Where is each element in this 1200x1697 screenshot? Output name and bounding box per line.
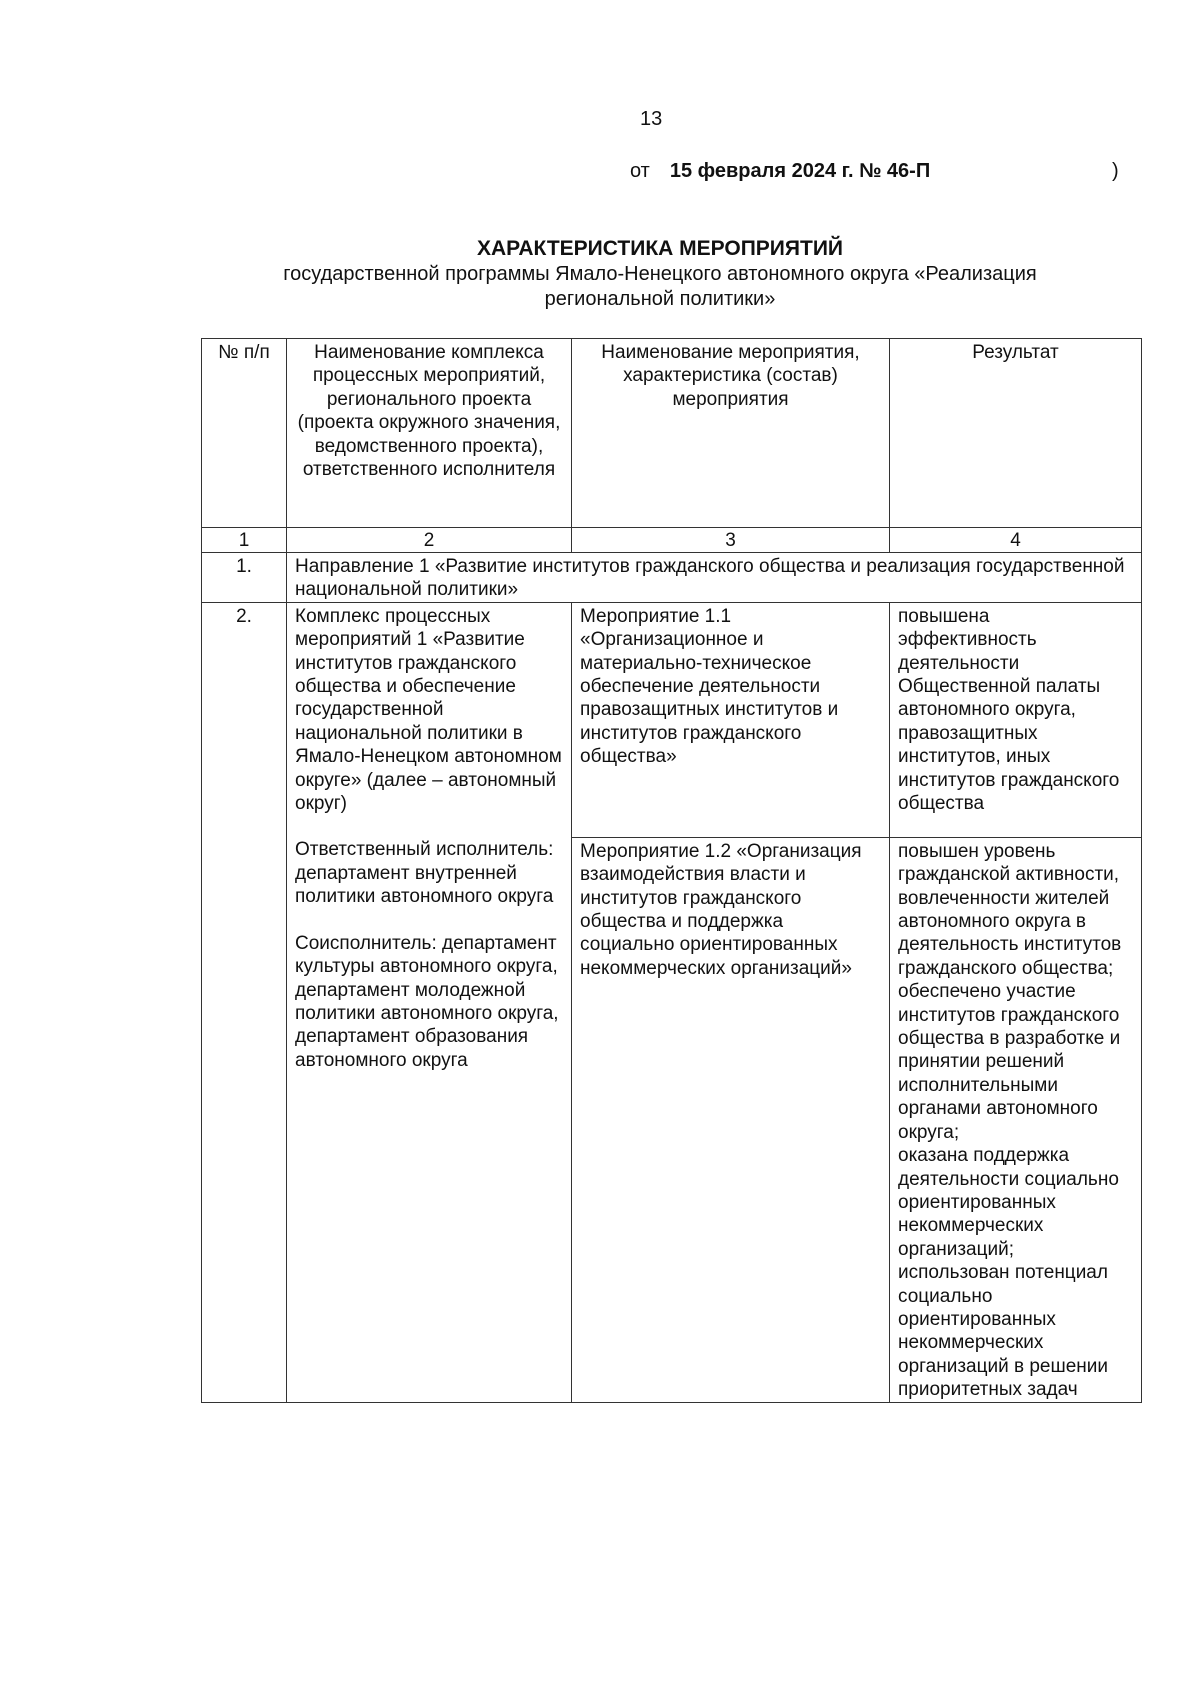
result-1-1: повышена эффективность деятельности Общественной палаты автономного округа, правозащитных институтов, иных институтов гражданского общества [890,602,1142,837]
column-number: 1 [202,528,287,553]
event-1-2: Мероприятие 1.2 «Организация взаимодействия власти и институтов гражданского общества и поддержка социально ориентированных некоммерческих организаций» [572,837,890,1402]
document-title: ХАРАКТЕРИСТИКА МЕРОПРИЯТИЙ [476,237,844,260]
result-1-2-text: повышен уровень гражданской активности, вовлеченности жителей автономного округа в деятельность институтов гражданского общества; обеспечено участие институтов гражданского общества в разработке и принятии решений исполнительными органами автономного округа; оказана поддержка деятельности социально ориентированных некоммерческих организаций; использован потенциал социально ориентированных некоммерческих организаций в решении приоритетных задач [898,840,1122,1401]
column-number: 2 [287,528,572,553]
doc-date-number: 15 февраля 2024 г. № 46-П [669,160,931,182]
result-1-2 [890,837,1142,1402]
header-complex-name: Наименование комплекса процессных мероприятий, регионального проекта (проекта окружного значения, ведомственного проекта), ответственного исполнителя [287,339,572,528]
direction-text: Направление 1 «Развитие институтов гражданского общества и реализация государственной национальной политики» [287,553,1142,603]
doc-ref-closing: ) [1112,160,1119,182]
measures-table [201,338,1142,1403]
header-event-name: Наименование мероприятия, характеристика (состав) мероприятия [572,339,890,528]
document-subtitle-line1: государственной программы Ямало-Ненецкого автономного округа «Реализация [283,263,1037,285]
row-number: 1. [202,553,287,603]
column-number: 4 [890,528,1142,553]
title-block [180,236,1140,312]
complex-name: Комплекс процессных мероприятий 1 «Развитие институтов гражданского общества и обеспечение государственной национальной политики в Ямало-Ненецком автономном округе» (далее – автономный округ) [295,605,562,815]
event-1-1: Мероприятие 1.1 «Организационное и материально-техническое обеспечение деятельности правозащитных институтов и институтов гражданского общества» [572,602,890,837]
table-header-row [202,339,1142,528]
co-executors: Соисполнитель: департамент культуры автономного округа, департамент молодежной политики автономного округа, департамент образования автономного округа [295,932,559,1071]
header-result: Результат [890,339,1142,528]
document-subtitle-line2: региональной политики» [544,288,776,310]
column-number-row [202,528,1142,553]
page-number: 13 [640,108,663,130]
document-reference [630,160,1119,183]
header-number: № п/п [202,339,287,528]
table-row [202,553,1142,603]
responsible-executor: Ответственный исполнитель: департамент внутренней политики автономного округа [295,839,554,908]
column-number: 3 [572,528,890,553]
doc-ref-prefix: от [630,160,650,182]
complex-cell [287,602,572,1402]
table-row [202,602,1142,837]
row-number: 2. [202,602,287,1402]
